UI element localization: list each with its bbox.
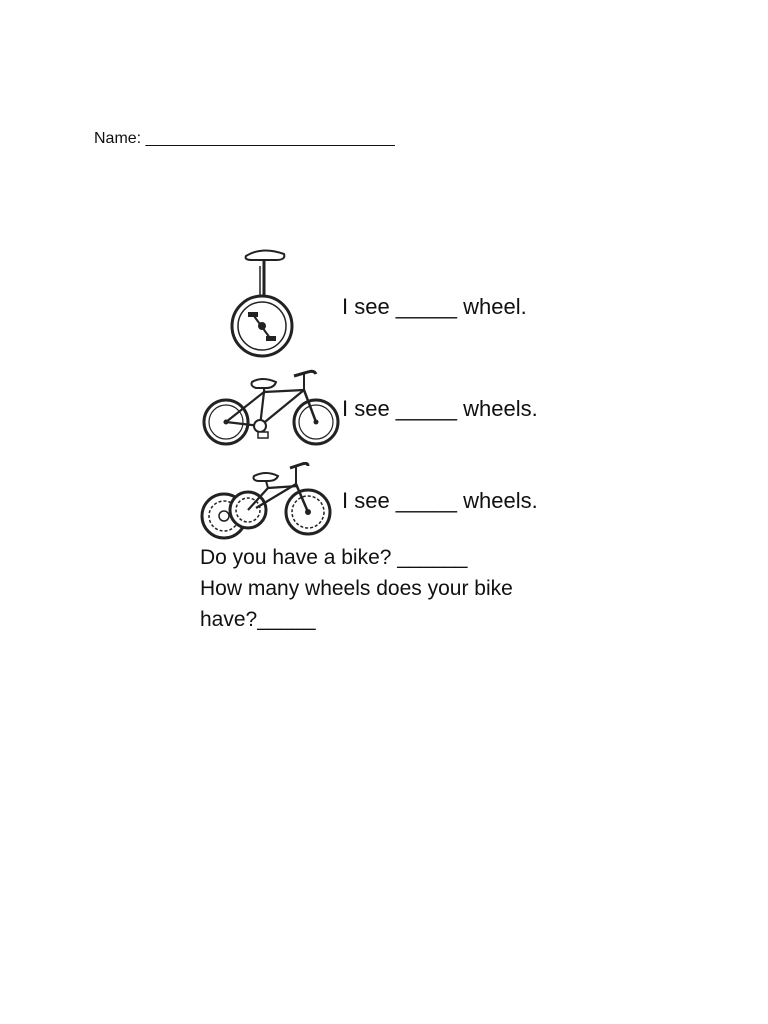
bicycle-icon <box>200 368 340 450</box>
tricycle-icon <box>196 462 336 542</box>
sentence-tricycle: I see _____ wheels. <box>342 488 538 513</box>
question-have-bike: Do you have a bike? ______ <box>200 546 468 569</box>
question-how-many-wheels-continued: have?_____ <box>200 608 316 631</box>
unicycle-icon <box>226 246 306 366</box>
question-how-many-wheels: How many wheels does your bike <box>200 577 513 600</box>
worksheet-content <box>196 240 596 640</box>
sentence-bicycle: I see _____ wheels. <box>342 396 538 421</box>
name-field-label: Name: ____________________________ <box>94 130 395 147</box>
sentence-unicycle: I see _____ wheel. <box>342 294 527 319</box>
